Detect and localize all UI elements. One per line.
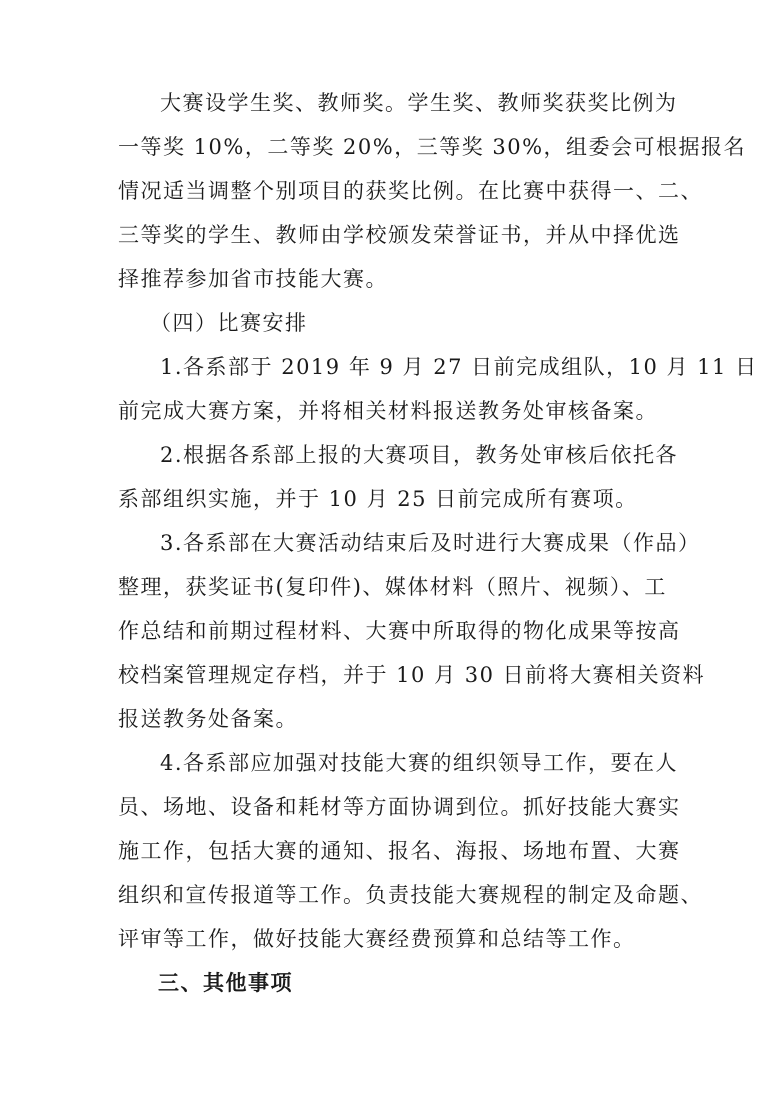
item-4-line-2: 员、场地、设备和耗材等方面协调到位。抓好技能大赛实 (118, 795, 681, 819)
section-heading-other-matters: 三、其他事项 (158, 971, 293, 995)
item-4-line-4: 组织和宣传报道等工作。负责技能大赛规程的制定及命题、 (118, 883, 703, 907)
paragraph-awards-line-4: 三等奖的学生、教师由学校颁发荣誉证书，并从中择优选 (118, 223, 681, 247)
paragraph-awards-line-2: 一等奖 10%，二等奖 20%，三等奖 30%，组委会可根据报名 (118, 135, 747, 159)
item-4-line-3: 施工作，包括大赛的通知、报名、海报、场地布置、大赛 (118, 839, 681, 863)
item-2-line-1: 2.根据各系部上报的大赛项目，教务处审核后依托各 (160, 443, 679, 467)
item-3-line-3: 作总结和前期过程材料、大赛中所取得的物化成果等按高 (118, 619, 681, 643)
paragraph-awards-line-1: 大赛设学生奖、教师奖。学生奖、教师奖获奖比例为 (160, 91, 678, 115)
item-3-line-2: 整理，获奖证书(复印件)、媒体材料（照片、视频）、工 (118, 575, 667, 599)
item-3-line-1: 3.各系部在大赛活动结束后及时进行大赛成果（作品） (160, 531, 701, 555)
paragraph-awards-line-5: 择推荐参加省市技能大赛。 (118, 267, 388, 291)
item-2-line-2: 系部组织实施，并于 10 月 25 日前完成所有赛项。 (118, 487, 638, 511)
item-3-line-5: 报送教务处备案。 (118, 707, 298, 731)
item-4-line-5: 评审等工作，做好技能大赛经费预算和总结等工作。 (118, 927, 636, 951)
item-1-line-1: 1.各系部于 2019 年 9 月 27 日前完成组队，10 月 11 日 (160, 355, 758, 379)
paragraph-awards-line-3: 情况适当调整个别项目的获奖比例。在比赛中获得一、二、 (118, 179, 703, 203)
section-heading-schedule: （四）比赛安排 (150, 311, 308, 335)
item-4-line-1: 4.各系部应加强对技能大赛的组织领导工作，要在人 (160, 751, 679, 775)
item-3-line-4: 校档案管理规定存档，并于 10 月 30 日前将大赛相关资料 (118, 663, 706, 687)
item-1-line-2: 前完成大赛方案，并将相关材料报送教务处审核备案。 (118, 399, 658, 423)
